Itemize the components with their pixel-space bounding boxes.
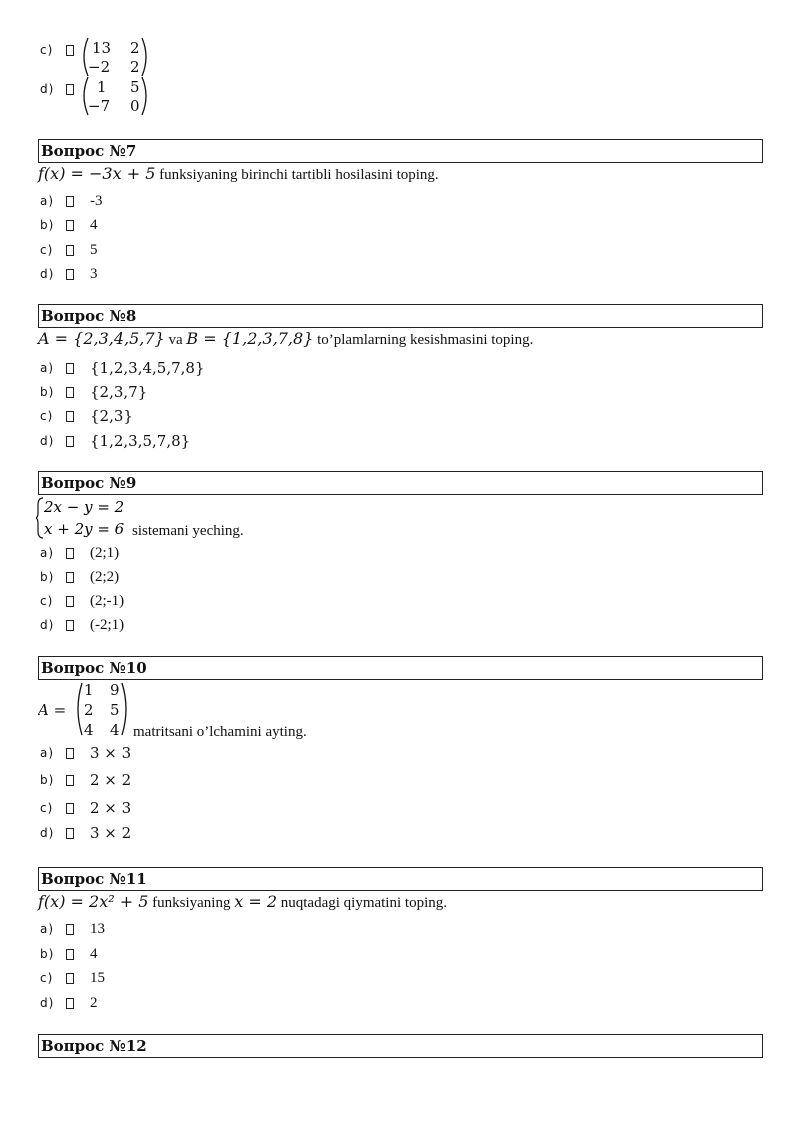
checkbox-icon[interactable] <box>66 269 74 280</box>
question-7-title: Вопрос №7 <box>38 139 763 163</box>
question-10-title: Вопрос №10 <box>38 656 763 680</box>
option-a[interactable] <box>40 543 119 563</box>
formula: f(x) = 2x² + 5 <box>38 892 149 911</box>
option-label: c) <box>40 801 54 815</box>
matrix-cell: 2 <box>84 701 94 719</box>
option-value: -3 <box>90 192 103 209</box>
checkbox-icon[interactable] <box>66 596 74 607</box>
option-value: 3 × 2 <box>90 824 132 842</box>
checkbox-icon[interactable] <box>66 924 74 935</box>
option-a[interactable] <box>40 358 205 378</box>
question-text <box>132 523 244 540</box>
option-d[interactable] <box>40 615 124 635</box>
checkbox-icon[interactable] <box>66 363 74 374</box>
option-value: 2 <box>90 994 98 1011</box>
checkbox-icon[interactable] <box>66 245 74 256</box>
option-a[interactable] <box>40 191 103 211</box>
option-c[interactable] <box>40 968 105 988</box>
matrix-cell: 9 <box>110 681 120 699</box>
question-text-span: matritsani o’lchamini ayting. <box>133 724 307 740</box>
checkbox-icon[interactable] <box>66 620 74 631</box>
option-a[interactable] <box>40 743 131 763</box>
option-value: 13 <box>90 920 105 937</box>
formula: f(x) = −3x + 5 <box>38 164 156 183</box>
checkbox-icon[interactable] <box>66 803 74 814</box>
option-d[interactable] <box>40 993 98 1013</box>
matrix-cell: 2 <box>130 39 140 57</box>
option-label: a) <box>40 922 55 936</box>
option-b[interactable] <box>40 944 98 964</box>
option-label: b) <box>40 773 55 787</box>
option-label: c) <box>40 243 54 257</box>
option-label: d) <box>40 826 55 840</box>
option-b[interactable] <box>40 770 131 790</box>
matrix-cell: 4 <box>84 721 94 738</box>
matrix-cell: 13 <box>92 39 112 57</box>
conjunction: va <box>168 332 183 348</box>
question-text: funksiyaning birinchi tartibli hosilasini toping. <box>159 167 439 183</box>
option-c[interactable] <box>40 406 133 426</box>
matrix-name: A = <box>38 701 67 719</box>
option-label: d) <box>40 434 55 448</box>
question-7-statement <box>38 164 439 184</box>
option-c[interactable] <box>40 240 98 260</box>
question-text-2: nuqtadagi qiymatini toping. <box>280 895 447 911</box>
checkbox-icon[interactable] <box>66 973 74 984</box>
option-d[interactable] <box>40 823 131 843</box>
matrix-cell: −2 <box>88 58 111 76</box>
option-a[interactable] <box>40 919 105 939</box>
option-value: 3 × 3 <box>90 744 132 762</box>
checkbox-icon[interactable] <box>66 387 74 398</box>
option-label: b) <box>40 385 55 399</box>
matrix-a <box>38 680 138 743</box>
option-value: (-2;1) <box>90 616 125 633</box>
checkbox-icon[interactable] <box>66 45 74 56</box>
option-label: d) <box>40 618 55 632</box>
checkbox-icon[interactable] <box>66 572 74 583</box>
matrix-cell: 5 <box>110 701 120 719</box>
option-label: d) <box>40 267 55 281</box>
option-value: 4 <box>90 945 98 962</box>
option-b[interactable] <box>40 215 98 235</box>
option-c[interactable] <box>40 591 124 611</box>
option-value: (2;1) <box>90 544 120 561</box>
option-label: c) <box>40 43 54 57</box>
checkbox-icon[interactable] <box>66 998 74 1009</box>
option-label: b) <box>40 570 55 584</box>
option-d[interactable] <box>40 264 98 284</box>
option-c[interactable] <box>40 40 84 60</box>
option-value: {1,2,3,4,5,7,8} <box>90 359 205 377</box>
question-8-title: Вопрос №8 <box>38 304 763 328</box>
matrix-cell: 5 <box>130 78 140 96</box>
point: x = 2 <box>234 892 277 911</box>
option-value: (2;-1) <box>90 592 125 609</box>
matrix-cell: 4 <box>110 721 120 738</box>
checkbox-icon[interactable] <box>66 84 74 95</box>
set-a: A = {2,3,4,5,7} <box>38 329 165 348</box>
question-text: to’plamlarning kesishmasini toping. <box>317 332 534 348</box>
option-label: a) <box>40 194 55 208</box>
question-9-title: Вопрос №9 <box>38 471 763 495</box>
checkbox-icon[interactable] <box>66 436 74 447</box>
question-text-span: sistemani yeching. <box>132 523 244 539</box>
set-b: B = {1,2,3,7,8} <box>186 329 314 348</box>
equation-2: x + 2y = 6 <box>44 520 125 538</box>
checkbox-icon[interactable] <box>66 196 74 207</box>
checkbox-icon[interactable] <box>66 949 74 960</box>
matrix-cell: 2 <box>130 58 140 76</box>
checkbox-icon[interactable] <box>66 220 74 231</box>
option-value: {2,3,7} <box>90 383 148 401</box>
checkbox-icon[interactable] <box>66 548 74 559</box>
option-label: a) <box>40 361 55 375</box>
option-value: 5 <box>90 241 98 258</box>
option-d[interactable] <box>40 431 190 451</box>
checkbox-icon[interactable] <box>66 411 74 422</box>
option-label: d) <box>40 82 55 96</box>
option-label: b) <box>40 218 55 232</box>
option-matrix <box>80 75 160 122</box>
option-c[interactable] <box>40 798 131 818</box>
option-label: b) <box>40 947 55 961</box>
checkbox-icon[interactable] <box>66 748 74 759</box>
checkbox-icon[interactable] <box>66 828 74 839</box>
option-value: 2 × 2 <box>90 771 132 789</box>
option-value: 15 <box>90 969 105 986</box>
option-label: c) <box>40 409 54 423</box>
question-11-title: Вопрос №11 <box>38 867 763 891</box>
checkbox-icon[interactable] <box>66 775 74 786</box>
equation-1: 2x − y = 2 <box>44 498 125 516</box>
question-12-title: Вопрос №12 <box>38 1034 763 1058</box>
question-text-1: funksiyaning <box>152 895 231 911</box>
option-d[interactable] <box>40 79 84 99</box>
option-label: c) <box>40 594 54 608</box>
option-b[interactable] <box>40 567 119 587</box>
question-text <box>133 724 307 741</box>
option-value: (2;2) <box>90 568 120 585</box>
question-8-statement <box>38 329 533 349</box>
matrix-cell: 1 <box>84 681 94 699</box>
option-value: 2 × 3 <box>90 799 132 817</box>
option-value: 3 <box>90 265 98 282</box>
option-value: {2,3} <box>90 407 133 425</box>
option-value: 4 <box>90 216 98 233</box>
matrix-cell: 0 <box>130 97 140 115</box>
option-label: a) <box>40 746 55 760</box>
question-11-statement <box>38 892 447 912</box>
option-label: c) <box>40 971 54 985</box>
equation-system <box>36 495 136 541</box>
option-value: {1,2,3,5,7,8} <box>90 432 191 450</box>
matrix-cell: −7 <box>88 97 111 115</box>
matrix-cell: 1 <box>97 78 107 96</box>
option-label: d) <box>40 996 55 1010</box>
option-label: a) <box>40 546 55 560</box>
option-b[interactable] <box>40 382 147 402</box>
